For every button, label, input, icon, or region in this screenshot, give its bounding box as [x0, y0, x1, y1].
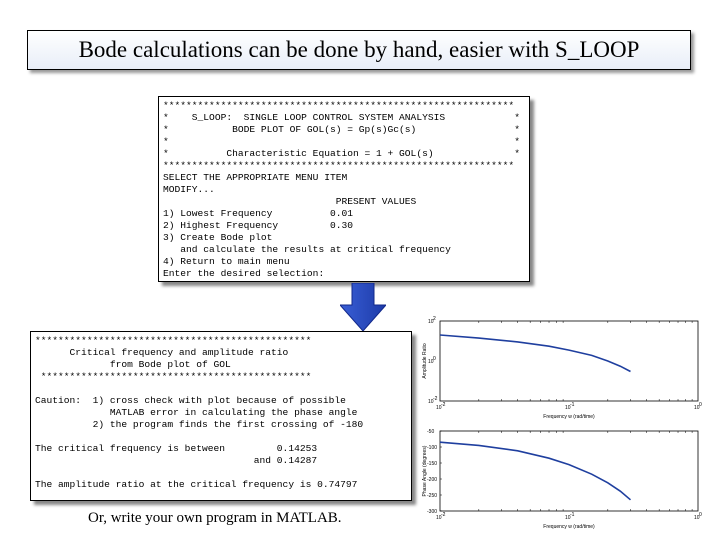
y-tick-exponent: 2: [433, 316, 436, 322]
footer-caption: Or, write your own program in MATLAB.: [88, 510, 342, 526]
y-tick-label: -50: [427, 429, 435, 435]
y-tick-label: -250: [427, 493, 438, 499]
x-tick-label: 10: [694, 515, 700, 521]
console-line: The amplitude ratio at the critical frequency is 0.74797: [35, 479, 358, 490]
x-tick-exponent: 0: [699, 512, 702, 518]
console-line: Caution: 1) cross check with plot because of possible: [35, 395, 346, 406]
x-tick-label: 10: [694, 405, 700, 411]
y-tick-label: 10: [428, 319, 434, 325]
console-line: Critical frequency and amplitude ratio: [35, 347, 289, 358]
console-line: [35, 383, 407, 395]
y-tick-exponent: -2: [433, 396, 438, 402]
console-line: and 0.14287: [35, 455, 318, 466]
console-line: from Bode plot of GOL: [35, 359, 231, 370]
plot-frame: [440, 321, 698, 401]
console-line: and calculate the results at critical frequency: [163, 244, 451, 255]
console-line: 3) Create Bode plot: [163, 232, 273, 243]
console-line: The critical frequency is between 0.14253: [35, 443, 318, 454]
x-tick-exponent: -2: [441, 512, 446, 518]
y-tick-label: 10: [428, 359, 434, 365]
console-line: [35, 467, 407, 479]
console-line: *************************************************************: [163, 100, 515, 111]
x-tick-exponent: 0: [699, 402, 702, 408]
slide-title: Bode calculations can be done by hand, easier with S_LOOP: [27, 30, 691, 70]
x-axis-label: Frequency w (rad/time): [543, 524, 595, 530]
x-tick-label: 10: [436, 515, 442, 521]
x-tick-label: 10: [565, 515, 571, 521]
phase-angle-plot: [418, 425, 708, 535]
console-line: * BODE PLOT OF GOL(s) = Gp(s)Gc(s) *: [163, 124, 520, 135]
console-line: 1) Lowest Frequency 0.01: [163, 208, 353, 219]
y-tick-exponent: 0: [433, 356, 436, 362]
console-line: * S_LOOP: SINGLE LOOP CONTROL SYSTEM ANALYSIS *: [163, 112, 520, 123]
console-line: 2) the program finds the first crossing of -180: [35, 419, 364, 430]
console-line: [35, 431, 407, 443]
console-line: Enter the desired selection:: [163, 268, 325, 279]
console-line: * *: [163, 136, 520, 147]
console-line: ***********************************************: [35, 371, 312, 382]
amplitude-ratio-plot: [418, 315, 708, 425]
console-line: 4) Return to main menu: [163, 256, 290, 267]
y-axis-label: Phase Angle (degrees): [422, 445, 428, 497]
console-line: SELECT THE APPROPRIATE MENU ITEM: [163, 172, 348, 183]
console-line: MATLAB error in calculating the phase angle: [35, 407, 358, 418]
x-tick-label: 10: [436, 405, 442, 411]
sloop-menu-console: [158, 96, 530, 282]
y-tick-label: -200: [427, 477, 438, 483]
console-line: MODIFY...: [163, 184, 215, 195]
console-line: PRESENT VALUES: [163, 196, 417, 207]
plot-frame: [440, 431, 698, 511]
y-axis-label: Amplitude Ratio: [422, 343, 428, 379]
y-tick-label: -150: [427, 461, 438, 467]
console-line: *************************************************************: [163, 160, 515, 171]
x-tick-exponent: -2: [441, 402, 446, 408]
console-line: ************************************************: [35, 335, 312, 346]
down-arrow-icon: [340, 283, 386, 333]
x-tick-exponent: -1: [570, 402, 575, 408]
x-tick-exponent: -1: [570, 512, 575, 518]
x-axis-label: Frequency w (rad/time): [543, 414, 595, 420]
y-tick-label: -100: [427, 445, 438, 451]
y-tick-label: 10: [428, 399, 434, 405]
console-line: 2) Highest Frequency 0.30: [163, 220, 353, 231]
critical-frequency-console: [30, 331, 412, 501]
console-line: * Characteristic Equation = 1 + GOL(s) *: [163, 148, 520, 159]
y-tick-label: -300: [427, 509, 438, 515]
x-tick-label: 10: [565, 405, 571, 411]
